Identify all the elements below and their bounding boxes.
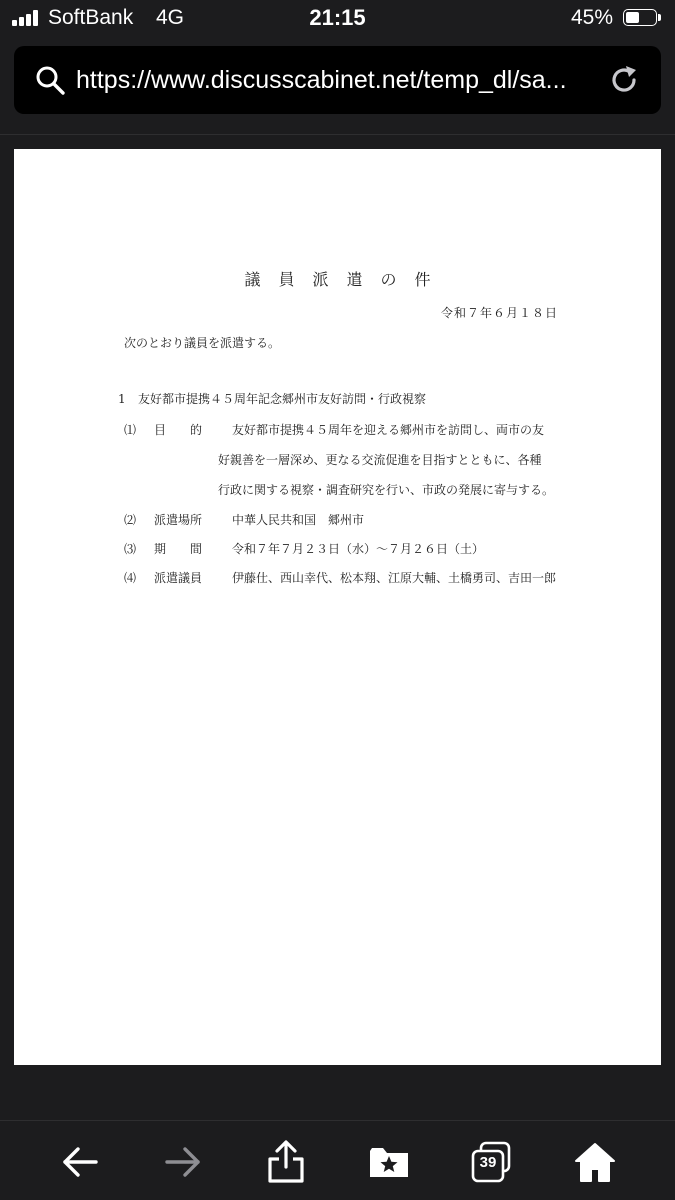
item-number: ⑵ bbox=[124, 513, 137, 527]
item-number: ⑷ bbox=[124, 571, 137, 585]
back-arrow-icon bbox=[57, 1139, 103, 1185]
toolbar-divider bbox=[0, 134, 675, 135]
carrier-name: SoftBank bbox=[48, 6, 134, 29]
forward-arrow-icon bbox=[160, 1139, 206, 1185]
document-title: 議員派遣の件 bbox=[244, 270, 449, 289]
item-label: 派遣場所 bbox=[154, 513, 203, 527]
purpose-line: 友好都市提携４５周年を迎える郷州市を訪問し、両市の友 bbox=[232, 423, 545, 437]
share-icon bbox=[263, 1139, 309, 1185]
share-button[interactable] bbox=[263, 1139, 309, 1185]
section-title: 友好都市提携４５周年記念郷州市友好訪問・行政視察 bbox=[138, 392, 427, 406]
bookmarks-button[interactable] bbox=[366, 1139, 412, 1185]
address-bar[interactable] bbox=[14, 46, 661, 114]
reload-icon[interactable] bbox=[607, 63, 641, 97]
section-number: 1 bbox=[118, 392, 126, 406]
document-date: 令和７年６月１８日 bbox=[441, 306, 559, 320]
forward-button[interactable] bbox=[160, 1139, 206, 1185]
battery-percent: 45% bbox=[570, 6, 613, 29]
back-button[interactable] bbox=[57, 1139, 103, 1185]
item-value: 伊藤仕、西山幸代、松本翔、江原大輔、土橋勇司、吉田一郎 bbox=[232, 571, 557, 585]
tabs-button[interactable] bbox=[469, 1139, 515, 1185]
item-value: 中華人民共和国 郷州市 bbox=[232, 513, 365, 527]
network-type: 4G bbox=[156, 6, 185, 29]
item-number: ⑶ bbox=[124, 542, 137, 556]
item-value: 令和７年７月２３日（水）〜７月２６日（土） bbox=[232, 542, 485, 556]
bottom-toolbar bbox=[0, 1121, 675, 1200]
home-icon bbox=[572, 1139, 618, 1185]
item-number: ⑴ bbox=[124, 423, 137, 437]
purpose-line: 好親善を一層深め、更なる交流促進を目指すとともに、各種 bbox=[218, 453, 542, 467]
home-button[interactable] bbox=[572, 1139, 618, 1185]
purpose-line: 行政に関する視察・調査研究を行い、市政の発展に寄与する。 bbox=[218, 483, 555, 497]
bookmarks-folder-icon bbox=[366, 1139, 412, 1185]
item-label: 目 的 bbox=[154, 423, 203, 437]
document-intro: 次のとおり議員を派遣する。 bbox=[124, 336, 281, 350]
section-heading bbox=[118, 390, 426, 407]
url-text[interactable]: https://www.discusscabinet.net/temp_dl/sa... bbox=[76, 66, 567, 94]
search-icon bbox=[34, 64, 66, 96]
clock: 21:15 bbox=[309, 5, 366, 30]
item-label: 期 間 bbox=[154, 542, 203, 556]
document-page bbox=[14, 149, 661, 1065]
status-bar bbox=[0, 0, 675, 38]
battery-icon bbox=[623, 9, 663, 28]
tab-count: 39 bbox=[479, 1154, 497, 1171]
item-label: 派遣議員 bbox=[154, 571, 203, 585]
